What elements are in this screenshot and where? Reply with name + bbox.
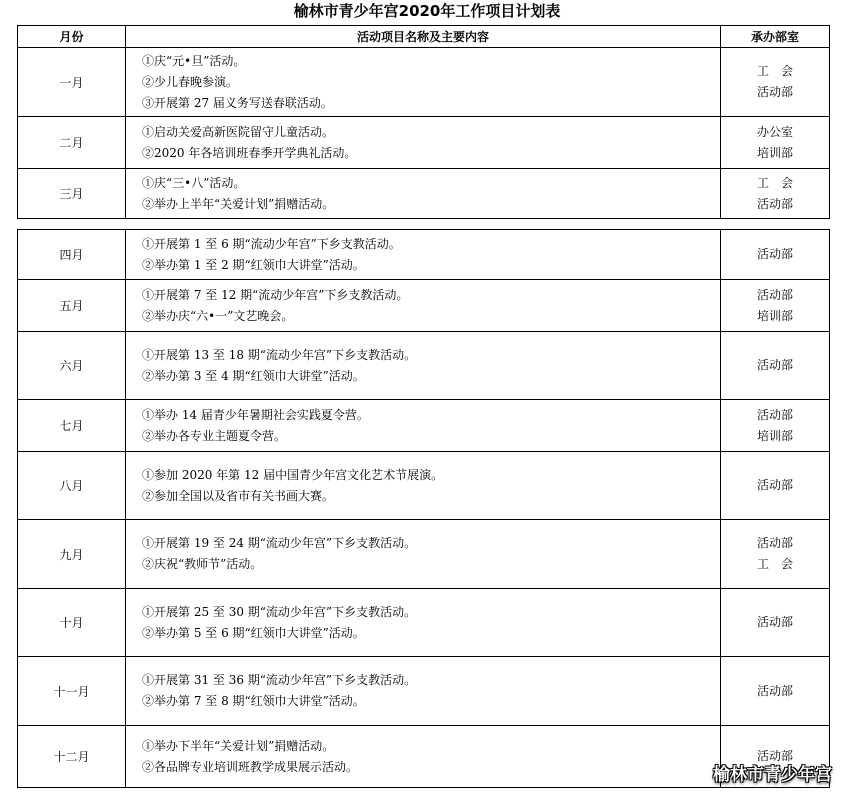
table-row <box>18 452 830 520</box>
dept-cell <box>721 280 830 332</box>
dept-cell <box>721 520 830 589</box>
dept-cell <box>721 48 830 117</box>
dept-name: 培训部 <box>756 308 793 323</box>
dept-cell <box>721 117 830 169</box>
activity-item: ②2020 年各培训班春季开学典礼活动。 <box>142 145 357 160</box>
activity-item: ①庆“三•八”活动。 <box>142 175 246 190</box>
header-month: 月份 <box>18 26 126 48</box>
month-cell: 四月 <box>18 230 126 280</box>
dept-name: 办公室 <box>756 124 793 139</box>
table-row <box>18 230 830 280</box>
document-title: 榆林市青少年宫2020年工作项目计划表 <box>293 2 561 20</box>
activity-item: ②参加全国以及省市有关书画大赛。 <box>142 488 335 503</box>
content-cell <box>126 520 721 589</box>
activity-item: ①举办 14 届青少年暑期社会实践夏令营。 <box>142 407 369 422</box>
table-row <box>18 169 830 219</box>
dept-cell <box>721 400 830 452</box>
content-cell <box>126 48 721 117</box>
dept-name: 工 会 <box>756 64 793 78</box>
month-cell: 三月 <box>18 169 126 219</box>
dept-cell <box>721 452 830 520</box>
dept-name: 活动部 <box>756 615 793 629</box>
dept-name: 培训部 <box>756 145 793 160</box>
dept-cell <box>721 589 830 657</box>
month-cell: 一月 <box>18 48 126 117</box>
dept-name: 活动部 <box>756 478 793 492</box>
activity-item: ①举办下半年“关爱计划”捐赠活动。 <box>142 738 335 753</box>
header-content: 活动项目名称及主要内容 <box>126 26 721 48</box>
activity-item: ①启动关爱高新医院留守儿童活动。 <box>142 124 335 139</box>
content-cell <box>126 332 721 400</box>
month-cell: 九月 <box>18 520 126 589</box>
content-cell <box>126 589 721 657</box>
activity-item: ①开展第 19 至 24 期“流动少年宫”下乡支教活动。 <box>142 536 417 550</box>
activity-item: ①开展第 25 至 30 期“流动少年宫”下乡支教活动。 <box>142 604 417 619</box>
table-row <box>18 400 830 452</box>
header-dept: 承办部室 <box>721 26 830 48</box>
content-cell <box>126 726 721 788</box>
activity-item: ①开展第 13 至 18 期“流动少年宫”下乡支教活动。 <box>142 347 417 362</box>
dept-name: 活动部 <box>756 536 793 550</box>
activity-item: ②举办各专业主题夏令营。 <box>142 428 287 443</box>
table-row <box>18 280 830 332</box>
table-row <box>18 589 830 657</box>
activity-item: ②举办第 3 至 4 期“红领巾大讲堂”活动。 <box>142 368 365 383</box>
dept-name: 活动部 <box>756 358 793 372</box>
dept-name: 培训部 <box>756 428 793 443</box>
table-row <box>18 657 830 726</box>
dept-name: 工 会 <box>756 557 793 571</box>
plan-table-part-2 <box>17 229 830 788</box>
activity-item: ②举办第 1 至 2 期“红领巾大讲堂”活动。 <box>142 257 365 272</box>
activity-item: ①开展第 7 至 12 期“流动少年宫”下乡支教活动。 <box>142 287 409 302</box>
month-cell: 十月 <box>18 589 126 657</box>
activity-item: ①开展第 31 至 36 期“流动少年宫”下乡支教活动。 <box>142 673 417 687</box>
activity-item: ②各品牌专业培训班教学成果展示活动。 <box>142 759 359 774</box>
dept-cell <box>721 169 830 219</box>
month-cell: 八月 <box>18 452 126 520</box>
dept-name: 工 会 <box>756 175 793 190</box>
activity-item: ①参加 2020 年第 12 届中国青少年宫文化艺术节展演。 <box>142 467 444 482</box>
table-row <box>18 726 830 788</box>
month-cell: 七月 <box>18 400 126 452</box>
dept-name: 活动部 <box>756 85 793 99</box>
content-cell <box>126 117 721 169</box>
month-cell: 十一月 <box>18 657 126 726</box>
dept-cell <box>721 657 830 726</box>
activity-item: ②举办第 7 至 8 期“红领巾大讲堂”活动。 <box>142 694 365 708</box>
activity-item: ①庆“元•旦”活动。 <box>142 53 246 68</box>
table-row <box>18 48 830 117</box>
content-cell <box>126 169 721 219</box>
activity-item: ②庆祝“教师节”活动。 <box>142 557 263 571</box>
dept-name: 活动部 <box>756 287 793 302</box>
content-cell <box>126 400 721 452</box>
dept-cell <box>721 332 830 400</box>
activity-item: ②少儿春晚参演。 <box>142 74 239 89</box>
dept-name: 活动部 <box>756 247 793 261</box>
dept-name: 活动部 <box>756 196 793 211</box>
content-cell <box>126 280 721 332</box>
activity-item: ①开展第 1 至 6 期“流动少年宫”下乡支教活动。 <box>142 236 401 251</box>
activity-item: ②举办第 5 至 6 期“红领巾大讲堂”活动。 <box>142 625 365 640</box>
activity-item: ③开展第 27 届义务写送春联活动。 <box>142 95 333 110</box>
dept-name: 活动部 <box>756 683 793 698</box>
table-row <box>18 332 830 400</box>
plan-table-part-1 <box>17 25 830 219</box>
activity-item: ②举办上半年“关爱计划”捐赠活动。 <box>142 196 335 211</box>
content-cell <box>126 452 721 520</box>
dept-name: 活动部 <box>756 749 793 763</box>
dept-cell <box>721 230 830 280</box>
content-cell <box>126 230 721 280</box>
dept-name: 活动部 <box>756 407 793 422</box>
month-cell: 六月 <box>18 332 126 400</box>
table-header-row <box>18 26 830 48</box>
table-row <box>18 520 830 589</box>
table-row <box>18 117 830 169</box>
watermark: 榆林市青少年宫 <box>713 765 832 785</box>
month-cell: 五月 <box>18 280 126 332</box>
activity-item: ②举办庆“六•一”文艺晚会。 <box>142 308 294 323</box>
month-cell: 十二月 <box>18 726 126 788</box>
month-cell: 二月 <box>18 117 126 169</box>
content-cell <box>126 657 721 726</box>
